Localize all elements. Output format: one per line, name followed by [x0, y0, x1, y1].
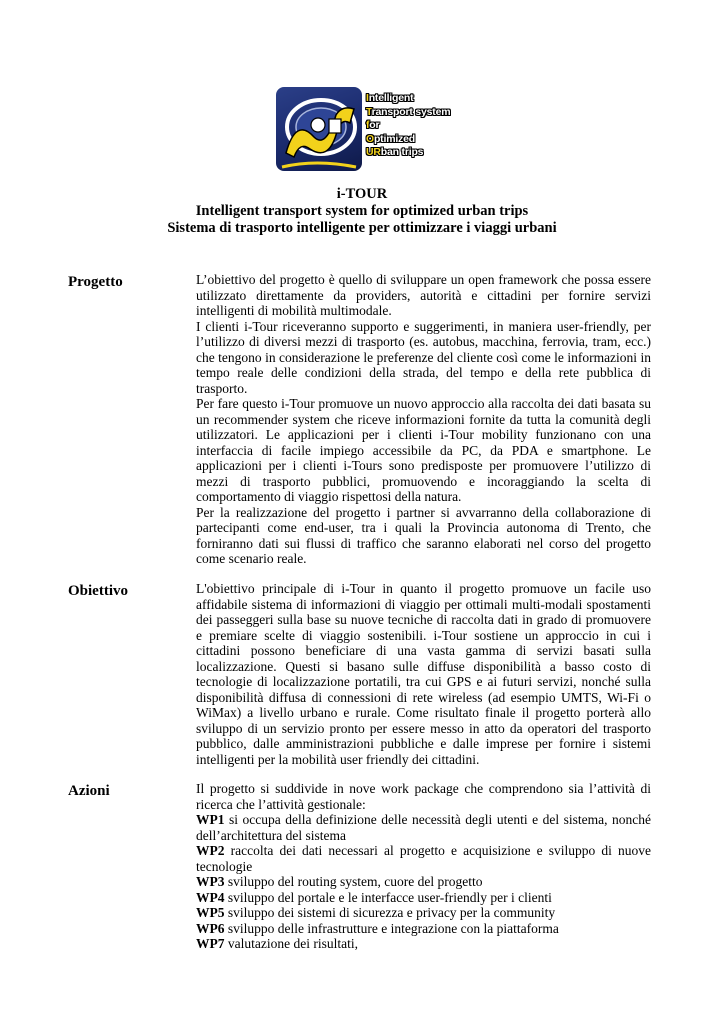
work-package-item — [196, 874, 651, 890]
work-package-item — [196, 936, 651, 952]
work-package-text: sviluppo del portale e le interfacce user-friendly per i clienti — [224, 889, 552, 905]
document-subtitle-it: Sistema di trasporto intelligente per ottimizzare i viaggi urbani — [167, 220, 557, 236]
work-package-item — [196, 812, 651, 843]
logo-line: URban trips — [366, 146, 424, 158]
paragraph: I clienti i-Tour riceveranno supporto e suggerimenti, in maniera user-friendly, per l’utilizzo di diversi mezzi di trasporto (es. autobus, macchina, ferrovia, tram, ecc.) che tengono in considerazione le preferenze del cliente così come le informazioni in tempo reale delle condizioni della strada, del tempo e della rete pubblica di trasporto. — [196, 318, 651, 396]
logo-line: for — [366, 119, 380, 131]
section-body-azioni — [196, 781, 651, 952]
work-package-item — [196, 843, 651, 874]
work-package-text: si occupa della definizione delle necessità degli utenti e del sistema, nonché dell’architettura del sistema — [196, 812, 651, 843]
logo-acronym — [366, 92, 456, 160]
work-package-text: raccolta dei dati necessari al progetto e acquisizione e sviluppo di nuove tecnologie — [196, 843, 651, 874]
section-label-obiettivo: Obiettivo — [68, 583, 128, 599]
logo-line: Transport system — [366, 105, 451, 118]
work-package-code: WP7 — [196, 936, 225, 951]
work-package-text: valutazione dei risultati, — [224, 936, 358, 951]
section-body-progetto — [196, 272, 651, 567]
work-package-code: WP4 — [196, 889, 225, 905]
work-package-code: WP5 — [196, 905, 225, 920]
paragraph: Per fare questo i-Tour promuove un nuovo approccio alla raccolta dei dati basata su un recommender system che riceve informazioni fornite da tutta la comunità degli utilizzatori. Le applicazioni per i clienti i-Tour mobility funzionano con una interfaccia di facile impiego accessibile da PC, da PDA e smartphone. Le applicazioni per i clienti i-Tours sono predisposte per promuovere l’utilizzo di mezzi di trasporto pubblici, promuovendo e incoraggiando la scelta di comportamento di viaggio rispettosi della natura. — [196, 396, 651, 504]
work-package-code: WP3 — [196, 874, 225, 889]
work-package-text: sviluppo dei sistemi di sicurezza e privacy per la community — [224, 905, 556, 920]
work-package-item — [196, 890, 651, 906]
document-subtitle-en: Intelligent transport system for optimized urban trips — [195, 203, 529, 219]
work-package-code: WP6 — [196, 920, 225, 936]
paragraph: Per la realizzazione del progetto i partner si avvarranno della collaborazione di partecipanti come end-user, tra i quali la Provincia autonoma di Trento, che forniranno dati sui flussi di traffico che saranno elaborati nel corso del progetto come scenario reale. — [196, 504, 651, 566]
section-body-obiettivo — [196, 581, 651, 767]
logo-line: Optimized — [366, 132, 415, 145]
work-package-item — [196, 905, 651, 921]
logo-badge-icon — [276, 87, 362, 171]
work-package-item — [196, 921, 651, 937]
work-package-code: WP2 — [196, 843, 225, 858]
paragraph: L'obiettivo principale di i-Tour in quanto il progetto promuove un facile uso affidabile sistema di informazioni di viaggio per ottimali multi-modali spostamenti dei passeggeri sulla base su nuove tecniche di raccolta dati in grado di promuovere e premiare scelte di viaggio sostenibili. i-Tour sostiene un approccio in cui i cittadini possono beneficiare di una vasta gamma di servizi basati sulla localizzazione. Questi si basano sulle diffuse disponibilità a basso costo di tecnologie di localizzazione portatili, tra cui GPS e ai futuri servizi, nonché sulla disponibilità diffusa di connessioni di rete wireless (ad esempio UMTS, Wi-Fi o WiMax) a livello urbano e rurale. Come risultato finale il progetto porterà allo sviluppo di un servizio pronto per essere messo in atto da operatori del trasporto pubblico, dalle amministrazioni pubbliche e dalle imprese per fornire i sistemi intelligenti per la mobilità user friendly dei cittadini. — [196, 581, 651, 767]
paragraph: L’obiettivo del progetto è quello di sviluppare un open framework che possa essere utilizzato direttamente da providers, autorità e cittadini per fornire servizi intelligenti di mobilità multimodale. — [196, 272, 651, 318]
work-package-text: sviluppo del routing system, cuore del progetto — [224, 874, 483, 889]
section-label-azioni: Azioni — [68, 783, 110, 799]
work-package-text: sviluppo delle infrastrutture e integrazione con la piattaforma — [224, 920, 559, 936]
itour-logo — [273, 84, 455, 174]
paragraph: Il progetto si suddivide in nove work package che comprendono sia l’attività di ricerca che l’attività gestionale: — [196, 781, 651, 812]
section-label-progetto: Progetto — [68, 274, 123, 290]
logo-line: Intelligent — [366, 92, 414, 104]
document-header — [0, 186, 724, 237]
document-title: i-TOUR — [336, 186, 388, 202]
work-package-code: WP1 — [196, 812, 225, 827]
